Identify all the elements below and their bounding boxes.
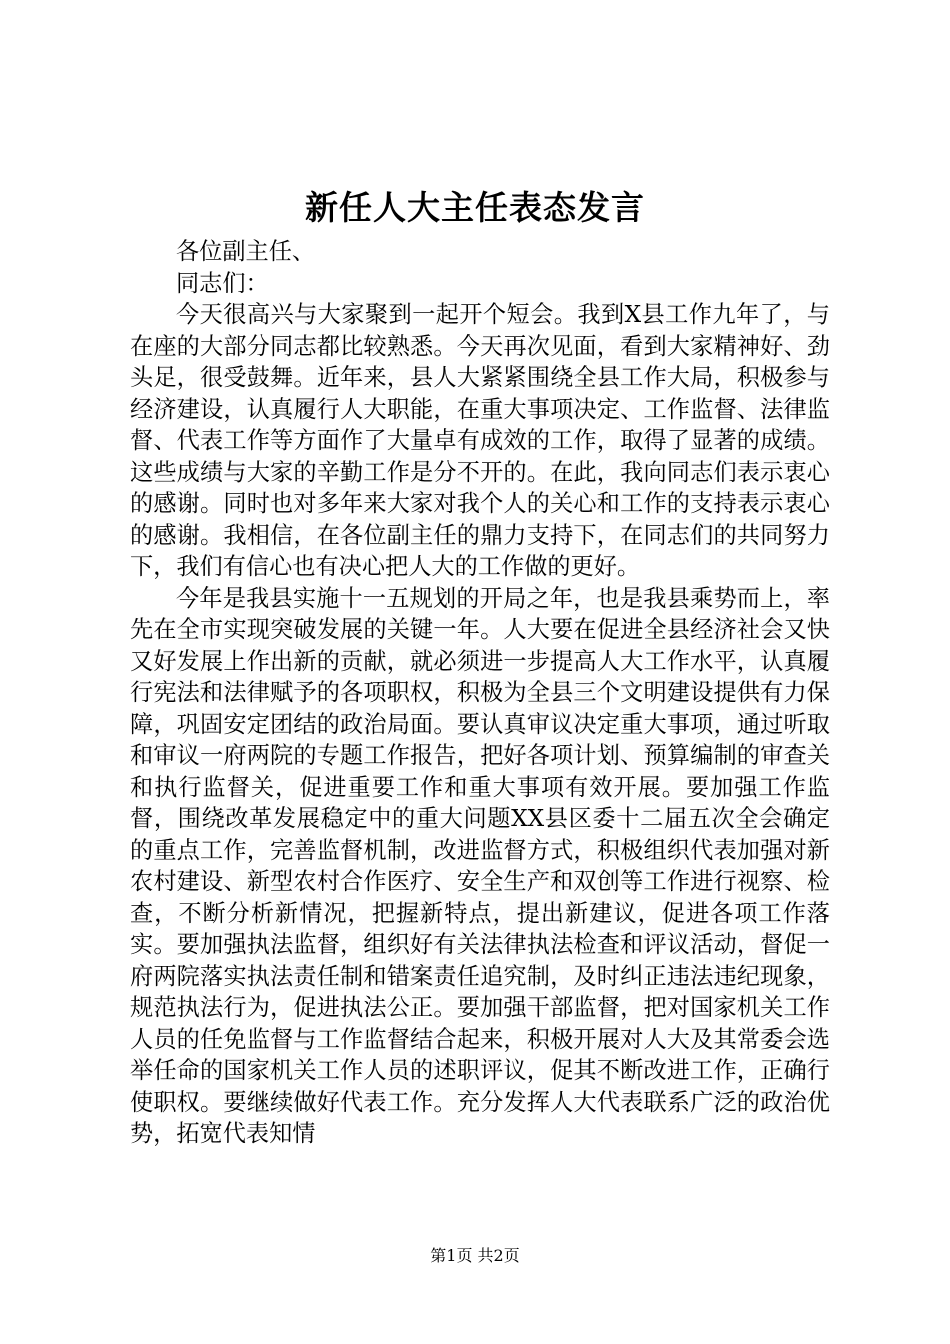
page-footer: 第1页 共2页 [430,1246,520,1265]
document-body [130,236,830,1150]
body-paragraph: 今年是我县实施十一五规划的开局之年，也是我县乘势而上，率先在全市实现突破发展的关键一年。人大要在促进全县经济社会又快又好发展上作出新的贡献，就必须进一步提高人大工作水平，认真履行宪法和法律赋予的各项职权，积极为全县三个文明建设提供有力保障，巩固安定团结的政治局面。要认真审议决定重大事项，通过听取和审议一府两院的专题工作报告，把好各项计划、预算编制的审查关和执行监督关，促进重要工作和重大事项有效开展。要加强工作监督，围绕改革发展稳定中的重大问题XX县区委十二届五次全会确定的重点工作，完善监督机制，改进监督方式，积极组织代表加强对新农村建设、新型农村合作医疗、安全生产和双创等工作进行视察、检查，不断分析新情况，把握新特点，提出新建议，促进各项工作落实。要加强执法监督，组织好有关法律执法检查和评议活动，督促一府两院落实执法责任制和错案责任追究制，及时纠正违法违纪现象，规范执法行为，促进执法公正。要加强干部监督，把对国家机关工作人员的任免监督与工作监督结合起来，积极开展对人大及其常委会选举任命的国家机关工作人员的述职评议，促其不断改进工作，正确行使职权。要继续做好代表工作。充分发挥人大代表联系广泛的政治优势，拓宽代表知情 [130,584,830,1147]
body-paragraph: 今天很高兴与大家聚到一起开个短会。我到X县工作九年了，与在座的大部分同志都比较熟悉。今天再次见面，看到大家精神好、劲头足，很受鼓舞。近年来，县人大紧紧围绕全县工作大局，积极参与经济建设，认真履行人大职能，在重大事项决定、工作监督、法律监督、代表工作等方面作了大量卓有成效的工作，取得了显著的成绩。这些成绩与大家的辛勤工作是分不开的。在此，我向同志们表示衷心的感谢。同时也对多年来大家对我个人的关心和工作的支持表示衷心的感谢。我相信，在各位副主任的鼎力支持下，在同志们的共同努力下，我们有信心也有决心把人大的工作做的更好。 [130,301,830,580]
salutation-line: 各位副主任、 [176,238,316,265]
salutation-line: 同志们： [176,269,269,297]
document-title: 新任人大主任表态发言 [305,188,645,227]
